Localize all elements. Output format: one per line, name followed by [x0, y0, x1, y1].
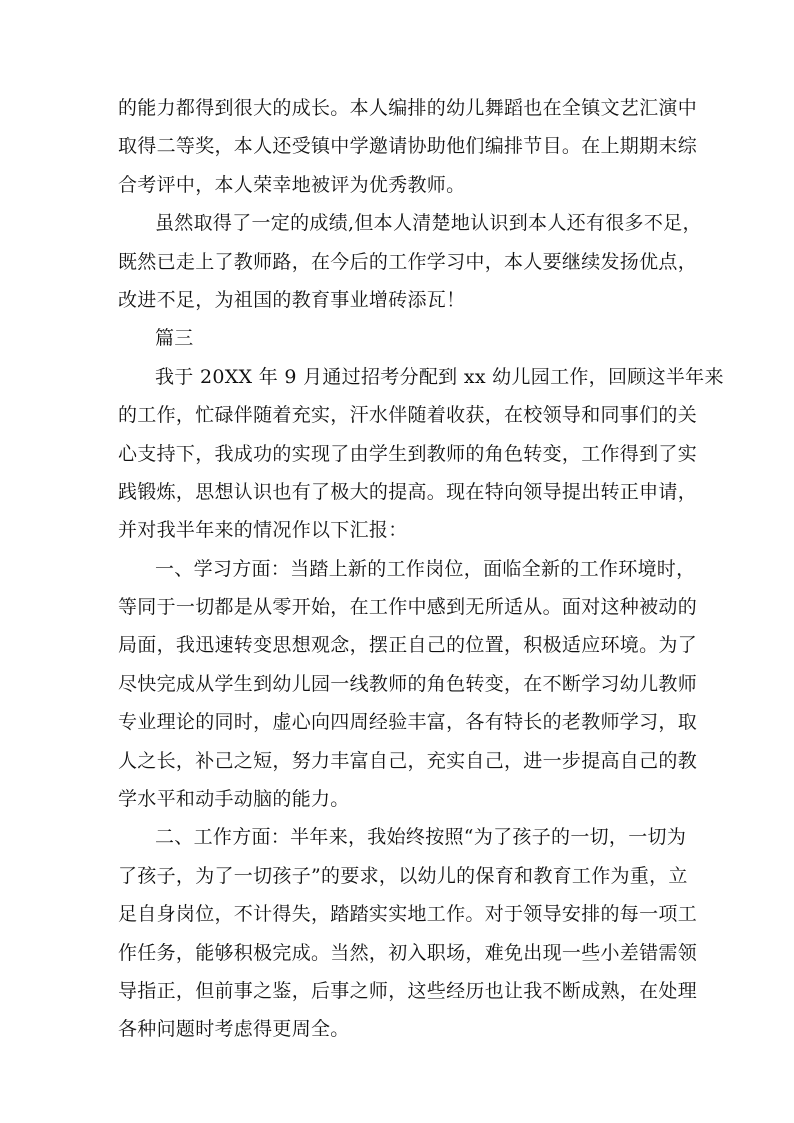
- text-line: 的能力都得到很大的成长。本人编排的幼儿舞蹈也在全镇文艺汇演中: [118, 97, 698, 119]
- text-line: 并对我半年来的情况作以下汇报：: [118, 519, 408, 542]
- text-line: 合考评中，本人荣幸地被评为优秀教师。: [118, 173, 466, 196]
- text-line: 足自身岗位，不计得失，踏踏实实地工作。对于领导安排的每一项工: [118, 903, 698, 926]
- paragraph-start-line: 二、工作方面：半年来，我始终按照“为了孩子的一切，一切为: [155, 826, 687, 849]
- text-line: 既然已走上了教师路，在今后的工作学习中，本人要继续发扬优点，: [118, 250, 698, 273]
- text-line: 的工作，忙碌伴随着充实，汗水伴随着收获，在校领导和同事们的关: [118, 404, 698, 427]
- text-line: 尽快完成从学生到幼儿园一线教师的角色转变，在不断学习幼儿教师: [118, 672, 698, 695]
- paragraph-start-line: 我于 20XX 年 9 月通过招考分配到 xx 幼儿园工作，回顾这半年来: [155, 365, 724, 388]
- text-line: 取得二等奖，本人还受镇中学邀请协助他们编排节目。在上期期末综: [118, 135, 698, 158]
- text-line: 学水平和动手动脑的能力。: [118, 788, 350, 811]
- text-line: 等同于一切都是从零开始，在工作中感到无所适从。面对这种被动的: [118, 596, 698, 619]
- section-heading: 篇三: [155, 327, 194, 350]
- text-line: 导指正，但前事之鉴，后事之师，这些经历也让我不断成熟，在处理: [118, 979, 698, 1002]
- text-line: 专业理论的同时，虚心向四周经验丰富，各有特长的老教师学习，取: [118, 711, 698, 734]
- text-line: 改进不足，为祖国的教育事业增砖添瓦！: [118, 288, 466, 311]
- text-line: 各种问题时考虑得更周全。: [118, 1018, 350, 1041]
- text-line: 践锻炼，思想认识也有了极大的提高。现在特向领导提出转正申请，: [118, 480, 698, 503]
- text-line: 作任务，能够积极完成。当然，初入职场，难免出现一些小差错需领: [118, 941, 698, 964]
- paragraph-start-line: 一、学习方面：当踏上新的工作岗位，面临全新的工作环境时，: [155, 557, 696, 580]
- text-line: 人之长，补己之短，努力丰富自己，充实自己，进一步提高自己的教: [118, 749, 698, 772]
- text-line: 局面，我迅速转变思想观念，摆正自己的位置，积极适应环境。为了: [118, 634, 698, 657]
- paragraph-start-line: 虽然取得了一定的成绩,但本人清楚地认识到本人还有很多不足，: [155, 212, 702, 235]
- document-body: [118, 89, 724, 1049]
- text-line: 心支持下，我成功的实现了由学生到教师的角色转变，工作得到了实: [118, 442, 698, 465]
- text-line: 了孩子，为了一切孩子”的要求，以幼儿的保育和教育工作为重，立: [118, 864, 688, 887]
